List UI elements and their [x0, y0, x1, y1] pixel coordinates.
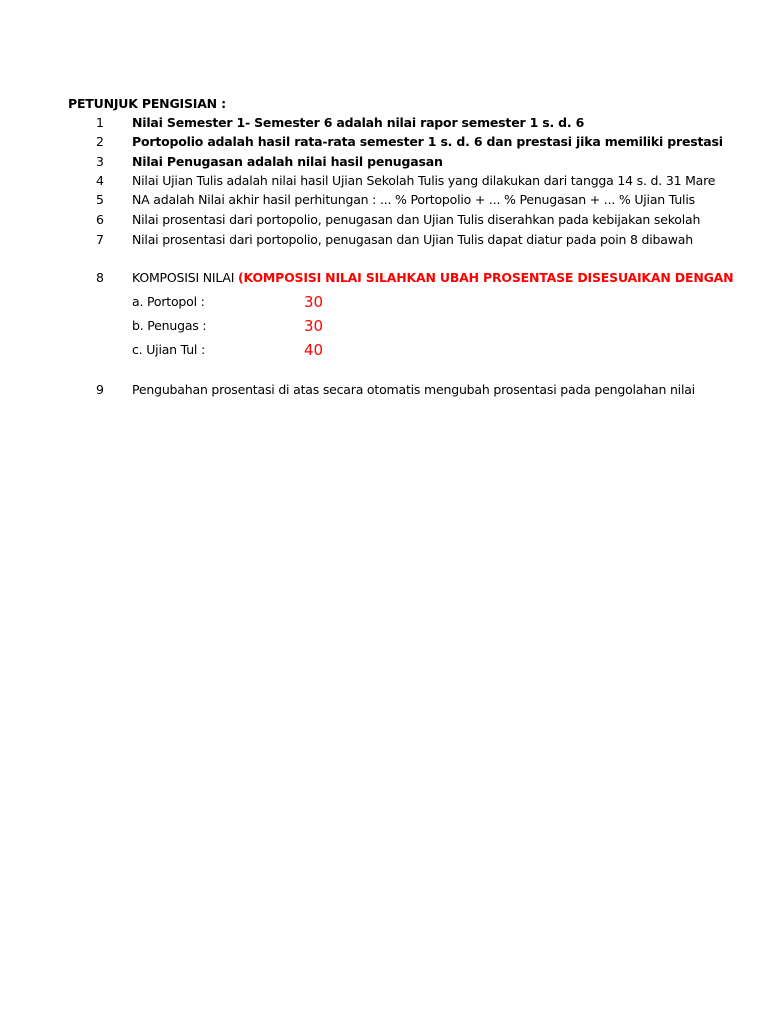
instruction-row	[0, 152, 643, 172]
instruction-row	[0, 230, 693, 250]
instruction-text: Nilai Penugasan adalah nilai hasil penugasan	[132, 154, 443, 169]
komposisi-label: KOMPOSISI NILAI	[132, 270, 239, 285]
instruction-row	[0, 113, 643, 133]
komposisi-note: (KOMPOSISI NILAI SILAHKAN UBAH PROSENTASE DISESUAIKAN DENGAN	[238, 270, 734, 285]
instruction-text: NA adalah Nilai akhir hasil perhitungan : ... % Portopolio + ... % Penugasan + ... % Ujian Tulis	[132, 192, 695, 207]
instruction-text: Nilai prosentasi dari portopolio, penugasan dan Ujian Tulis diserahkan pada kebijakan sekolah	[132, 212, 701, 227]
instruction-number: 5	[96, 192, 104, 207]
instruction-number: 7	[96, 232, 104, 247]
komposisi-item	[0, 316, 643, 336]
instruction-text: Nilai Ujian Tulis adalah nilai hasil Ujian Sekolah Tulis yang dilakukan dari tangga 14 s. d. 31 Mare	[132, 173, 716, 188]
komposisi-item-value[interactable]: 40	[304, 341, 324, 359]
instruction-number: 8	[96, 270, 104, 285]
instruction-row	[0, 380, 695, 400]
instruction-number: 2	[96, 134, 104, 149]
komposisi-row	[0, 268, 734, 288]
komposisi-item-value[interactable]: 30	[304, 293, 324, 311]
instruction-number: 6	[96, 212, 104, 227]
komposisi-item-label: a. Portopol :	[132, 294, 205, 309]
komposisi-heading	[132, 268, 733, 288]
komposisi-item-value[interactable]: 30	[304, 317, 324, 335]
instruction-row	[0, 210, 701, 230]
komposisi-item-label: b. Penugas :	[132, 318, 207, 333]
instruction-number: 4	[96, 173, 104, 188]
instruction-text: Portopolio adalah hasil rata-rata semester 1 s. d. 6 dan prestasi jika memiliki prestasi	[132, 134, 723, 149]
instruction-text: Nilai Semester 1- Semester 6 adalah nilai rapor semester 1 s. d. 6	[132, 115, 585, 130]
instruction-row	[0, 132, 723, 152]
page-title: PETUNJUK PENGISIAN :	[68, 96, 226, 111]
instruction-number: 9	[96, 382, 104, 397]
instruction-text: Nilai prosentasi dari portopolio, penugasan dan Ujian Tulis dapat diatur pada poin 8 dibawah	[132, 232, 693, 247]
komposisi-item	[0, 292, 643, 312]
instruction-number: 3	[96, 154, 104, 169]
komposisi-item	[0, 340, 643, 360]
instruction-row	[0, 190, 695, 210]
instruction-number: 1	[96, 115, 104, 130]
komposisi-item-label: c. Ujian Tul :	[132, 342, 205, 357]
instruction-text: Pengubahan prosentasi di atas secara otomatis mengubah prosentasi pada pengolahan nilai	[132, 382, 695, 397]
instruction-row	[0, 171, 716, 191]
